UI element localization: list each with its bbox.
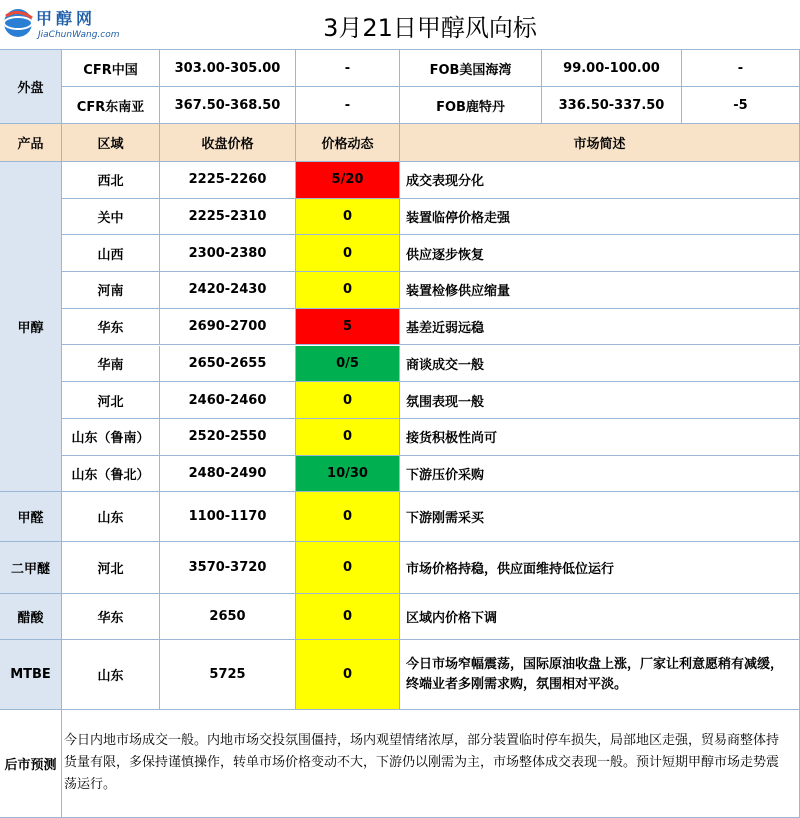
region-cell: 西北: [62, 162, 160, 199]
change-cell: 0/5: [296, 346, 400, 383]
summary-cell: 氛围表现一般: [400, 382, 800, 419]
price-cell: 5725: [160, 640, 296, 710]
column-header-product: 产品: [0, 124, 62, 162]
ext-change: -5: [682, 87, 800, 124]
summary-cell: 装置临停价格走强: [400, 199, 800, 236]
region-cell: 河北: [62, 542, 160, 594]
title-row: [0, 0, 800, 50]
ext-name: FOB美国海湾: [400, 50, 542, 87]
change-cell: 0: [296, 492, 400, 542]
price-cell: 2480-2490: [160, 456, 296, 493]
ext-price: 367.50-368.50: [160, 87, 296, 124]
price-cell: 2650: [160, 594, 296, 640]
change-cell: 0: [296, 382, 400, 419]
ext-name: CFR东南亚: [62, 87, 160, 124]
product-cell: MTBE: [0, 640, 62, 710]
globe-icon: [2, 6, 36, 40]
ext-price: 99.00-100.00: [542, 50, 682, 87]
summary-cell: 下游压价采购: [400, 456, 800, 493]
column-header-close: 收盘价格: [160, 124, 296, 162]
ext-price: 336.50-337.50: [542, 87, 682, 124]
price-cell: 2225-2310: [160, 199, 296, 236]
region-cell: 山东: [62, 640, 160, 710]
change-cell: 0: [296, 594, 400, 640]
ext-price: 303.00-305.00: [160, 50, 296, 87]
summary-cell: 商谈成交一般: [400, 346, 800, 383]
price-cell: 2300-2380: [160, 235, 296, 272]
logo-text: 甲醇网: [36, 9, 97, 28]
summary-cell: 区域内价格下调: [400, 594, 800, 640]
price-cell: 1100-1170: [160, 492, 296, 542]
price-cell: 3570-3720: [160, 542, 296, 594]
region-cell: 山东: [62, 492, 160, 542]
region-cell: 山东（鲁南）: [62, 419, 160, 456]
summary-cell: 基差近弱远稳: [400, 309, 800, 346]
external-label: 外盘: [0, 50, 62, 124]
summary-cell: 今日市场窄幅震荡，国际原油收盘上涨，厂家让利意愿稍有减缓，终端业者多刚需求购，氛围相对平淡。: [400, 640, 800, 710]
price-cell: 2225-2260: [160, 162, 296, 199]
summary-cell: 市场价格持稳，供应面维持低位运行: [400, 542, 800, 594]
change-cell: 10/30: [296, 456, 400, 493]
summary-cell: 下游刚需采买: [400, 492, 800, 542]
price-cell: 2420-2430: [160, 272, 296, 309]
logo: [2, 4, 122, 46]
summary-cell: 接货积极性尚可: [400, 419, 800, 456]
ext-change: -: [296, 50, 400, 87]
column-header-summary: 市场简述: [400, 124, 800, 162]
region-cell: 关中: [62, 199, 160, 236]
product-cell: 甲醛: [0, 492, 62, 542]
change-cell: 0: [296, 272, 400, 309]
summary-cell: 供应逐步恢复: [400, 235, 800, 272]
ext-name: FOB鹿特丹: [400, 87, 542, 124]
price-cell: 2520-2550: [160, 419, 296, 456]
region-cell: 华南: [62, 346, 160, 383]
region-cell: 山西: [62, 235, 160, 272]
region-cell: 华东: [62, 309, 160, 346]
change-cell: 0: [296, 419, 400, 456]
change-cell: 5/20: [296, 162, 400, 199]
price-cell: 2460-2460: [160, 382, 296, 419]
ext-change: -: [296, 87, 400, 124]
product-cell: 醋酸: [0, 594, 62, 640]
region-cell: 河南: [62, 272, 160, 309]
product-cell: 二甲醚: [0, 542, 62, 594]
page-title: 3月21日甲醇风向标: [323, 14, 537, 42]
ext-change: -: [682, 50, 800, 87]
column-header-region: 区域: [62, 124, 160, 162]
change-cell: 5: [296, 309, 400, 346]
region-cell: 河北: [62, 382, 160, 419]
price-cell: 2690-2700: [160, 309, 296, 346]
region-cell: 山东（鲁北）: [62, 456, 160, 493]
column-header-change: 价格动态: [296, 124, 400, 162]
ext-name: CFR中国: [62, 50, 160, 87]
forecast-label: 后市预测: [0, 710, 62, 818]
logo-subtext: JiaChunWang.com: [38, 30, 120, 40]
summary-cell: 成交表现分化: [400, 162, 800, 199]
forecast-text: 今日内地市场成交一般。内地市场交投氛围僵持，场内观望情绪浓厚，部分装置临时停车损失，局部地区走强，贸易商整体持货量有限，多保持谨慎操作，转单市场价格变动不大，下游仍以刚需为主，市场整体成交表现一般。预计短期甲醇市场走势震荡运行。: [62, 710, 800, 818]
product-methanol: 甲醇: [0, 162, 62, 492]
change-cell: 0: [296, 542, 400, 594]
region-cell: 华东: [62, 594, 160, 640]
change-cell: 0: [296, 199, 400, 236]
price-cell: 2650-2655: [160, 346, 296, 383]
change-cell: 0: [296, 235, 400, 272]
change-cell: 0: [296, 640, 400, 710]
summary-cell: 装置检修供应缩量: [400, 272, 800, 309]
